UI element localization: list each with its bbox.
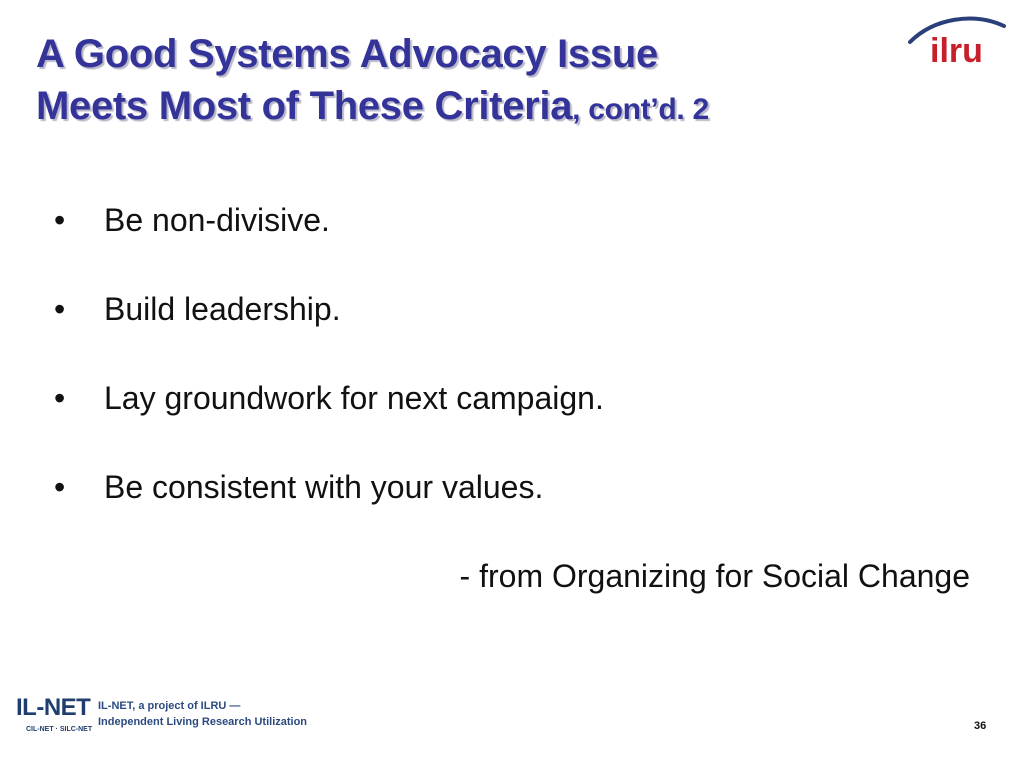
bullet-text: Be non-divisive. xyxy=(104,202,330,238)
title-line-2 xyxy=(36,80,896,136)
title-line-2-main: Meets Most of These Criteria xyxy=(36,84,573,128)
footer-tagline-line-1: IL-NET, a project of ILRU — xyxy=(98,700,241,712)
il-net-logo-text: IL-NET xyxy=(16,694,91,721)
list-item xyxy=(0,192,1024,281)
list-item xyxy=(0,459,1024,548)
bullet-text: Build leadership. xyxy=(104,291,341,327)
bullet-list xyxy=(0,192,1024,548)
list-item xyxy=(0,370,1024,459)
page-number: 36 xyxy=(974,720,987,732)
il-net-footer-logo xyxy=(16,694,316,740)
list-item xyxy=(0,281,1024,370)
bullet-icon: • xyxy=(54,380,66,416)
il-net-logo-subtext: CIL-NET · SILC-NET xyxy=(26,726,93,733)
slide-title xyxy=(36,28,896,136)
bullet-icon: • xyxy=(54,469,66,505)
bullet-text: Lay groundwork for next campaign. xyxy=(104,380,604,416)
bullet-icon: • xyxy=(54,291,66,327)
citation-text: - from Organizing for Social Change xyxy=(459,558,970,594)
bullet-text: Be consistent with your values. xyxy=(104,469,544,505)
title-suffix: , cont’d. 2 xyxy=(572,93,709,126)
bullet-icon: • xyxy=(54,202,66,238)
footer-tagline-line-2: Independent Living Research Utilization xyxy=(98,716,308,728)
ilru-logo-icon xyxy=(904,8,1010,68)
title-line-1: A Good Systems Advocacy Issue xyxy=(36,32,658,76)
ilru-logo-text: ilru xyxy=(930,32,983,68)
